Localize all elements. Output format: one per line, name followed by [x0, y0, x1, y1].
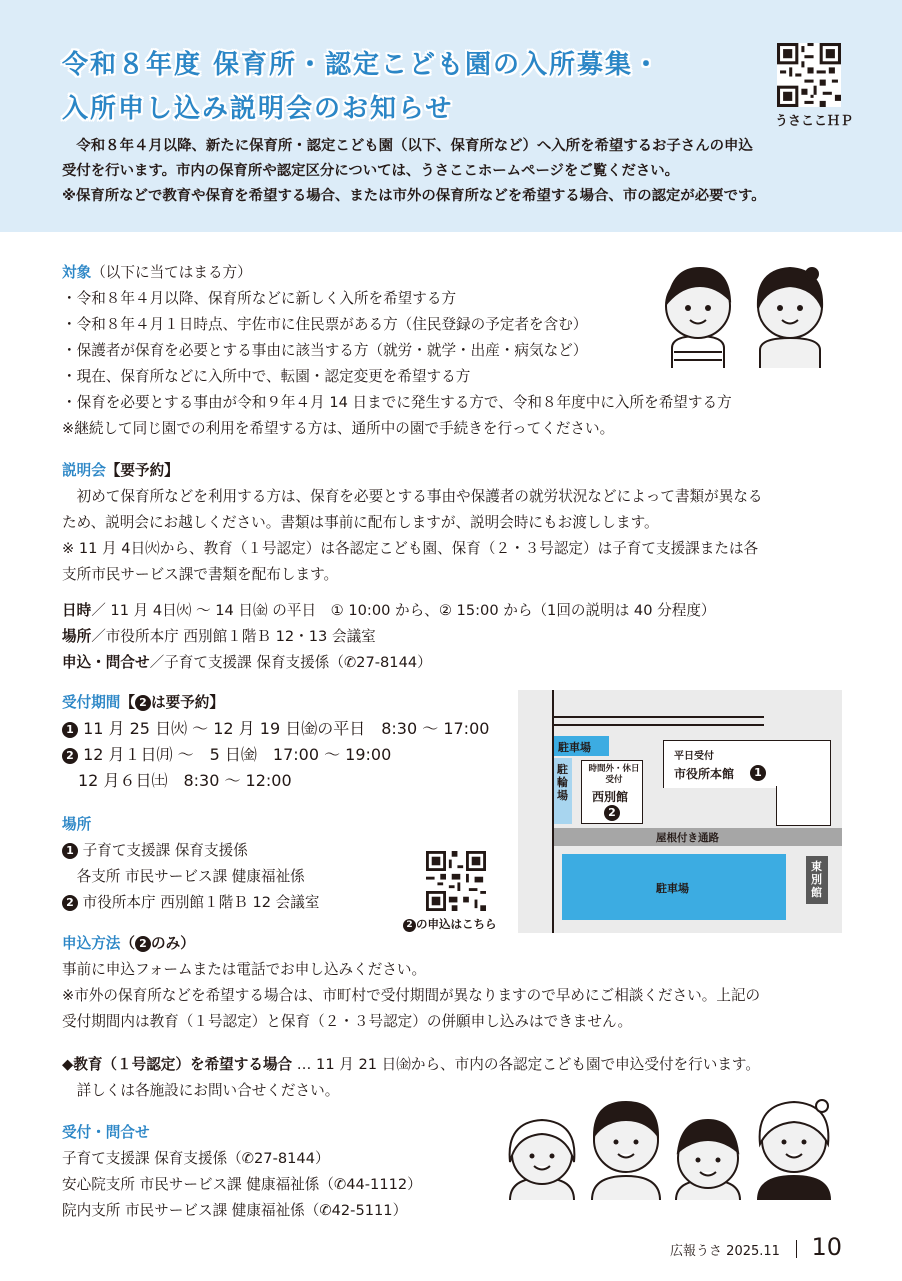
page-title-line2: 入所申し込み説明会のお知らせ: [62, 94, 454, 124]
number-1-icon: 1: [62, 722, 78, 738]
briefing-line: ※ 11 月 4日㈫から、教育（１号認定）は各認定こども園、保育（２・３号認定）は子育て支援課または各: [62, 540, 759, 557]
page-footer: [670, 1233, 842, 1261]
education-label: 教育（１号認定）を希望する場合: [73, 1056, 293, 1073]
education-text-2: 詳しくは各施設にお問い合せください。: [62, 1082, 340, 1099]
contact-phone: 27-8144）: [254, 1150, 330, 1167]
map-road-line: [552, 716, 764, 718]
method-line: 事前に申込フォームまたは電話でお申し込みください。: [62, 961, 427, 978]
method-note-open: （: [120, 935, 135, 952]
page-title-line1: 令和８年度 保育所・認定こども園の入所募集・: [62, 50, 662, 80]
venue-heading: 場所: [62, 816, 92, 833]
date-label: 日時: [62, 602, 92, 619]
contact-name: 安心院支所 市民サービス課 健康福祉係（: [62, 1176, 334, 1193]
method-note-close: のみ）: [151, 935, 195, 952]
method-heading: 申込方法: [62, 935, 121, 952]
venue-item-2: 市役所本庁 西別館１階Ｂ 12 会議室: [78, 894, 320, 911]
map-corridor: [554, 828, 842, 846]
map-parking-top: [554, 736, 609, 756]
number-2-icon: 2: [604, 805, 620, 821]
date-value: ／ 11 月 4日㈫ ～ 14 日㈮ の平日 ① 10:00 から、② 15:00 から（1回の説明は 40 分程度）: [91, 602, 716, 619]
qr-caption-apply: [403, 916, 497, 932]
phone-icon: ✆: [319, 1202, 332, 1219]
contact-value: ／子育て支援課 保育支援係（: [149, 654, 344, 671]
period-note-close: は要予約】: [151, 694, 224, 711]
phone-icon: ✆: [333, 1176, 347, 1193]
map-west-note: 時間外・休日受付: [588, 764, 640, 785]
number-2-icon: 2: [135, 695, 151, 711]
list-item: ・保育を必要とする事由が令和９年４月 14 日までに発生する方で、令和８年度中に入所を希望する方: [62, 394, 732, 411]
intro-text: [62, 134, 852, 209]
contact-phone: 27-8144）: [356, 654, 432, 671]
target-heading-note: （以下に当てはまる方）: [91, 264, 252, 281]
intro-line: 受付を行います。市内の保育所や認定区分については、うさここホームページをご覧ください。: [62, 163, 680, 179]
contacts-section: [62, 1120, 422, 1224]
period-item-2: 12 月１日㈪ ～ 5 日㈮ 17:00 ～ 19:00: [78, 745, 392, 764]
map-bike-label: 駐輪場: [557, 763, 568, 802]
place-label: 場所: [62, 628, 92, 645]
map-main-building: [663, 740, 831, 788]
publication-name: 広報うさ 2025.11: [670, 1244, 780, 1259]
phone-icon: ✆: [241, 1150, 254, 1167]
number-2-icon: 2: [62, 895, 78, 911]
list-item: ・令和８年４月１日時点、宇佐市に住民票がある方（住民登録の予定者を含む）: [62, 316, 588, 333]
contacts-heading: 受付・問合せ: [62, 1124, 150, 1141]
map-main-name: 市役所本館: [674, 767, 735, 781]
education-text: … 11 月 21 日㈮から、市内の各認定こども園で申込受付を行います。: [292, 1056, 760, 1073]
map-east-label: 東別館: [811, 860, 822, 899]
venue-map: [518, 690, 842, 933]
qr-caption-hp: うさここＨＰ: [775, 114, 854, 129]
contact-name: 子育て支援課 保育支援係（: [62, 1150, 242, 1167]
venue-section: [62, 812, 319, 916]
period-heading: 受付期間: [62, 694, 121, 711]
map-road-line: [552, 724, 764, 726]
children-illustration-top: [660, 262, 840, 368]
map-corridor-label: 屋根付き通路: [656, 832, 719, 844]
briefing-line: 初めて保育所などを利用する方は、保育を必要とする事由や保護者の就労状況などによって書類が異なる: [62, 488, 763, 505]
briefing-heading-note: 【要予約】: [105, 462, 179, 479]
period-section: [62, 690, 489, 794]
qr-code-apply[interactable]: [426, 851, 486, 911]
period-note-open: 【: [120, 694, 135, 711]
venue-item-1: 子育て支援課 保育支援係: [78, 842, 248, 859]
briefing-line: ため、説明会にお越しください。書類は事前に配布しますが、説明会時にもお渡しします。: [62, 514, 659, 531]
list-item: ・現在、保育所などに入所中で、転園・認定変更を希望する方: [62, 368, 471, 385]
map-main-building-wing: [776, 786, 831, 826]
number-2-icon: 2: [135, 936, 151, 952]
list-item: ・保護者が保育を必要とする事由に該当する方（就労・就学・出産・病気など）: [62, 342, 588, 359]
map-bike-parking: [554, 758, 572, 824]
target-heading: 対象: [62, 264, 92, 281]
period-item-1: 11 月 25 日㈫ ～ 12 月 19 日㈮の平日 8:30 ～ 17:00: [78, 719, 490, 738]
contact-label: 申込・問合せ: [62, 654, 150, 671]
footer-divider: [796, 1240, 798, 1258]
period-item-2b: 12 月６日㈯ 8:30 ～ 12:00: [62, 771, 292, 790]
children-illustration-bottom: [496, 1096, 842, 1200]
venue-item-1b: 各支所 市民サービス課 健康福祉係: [62, 868, 305, 885]
intro-line: ※保育所などで教育や保育を希望する場合、または市外の保育所などを希望する場合、市の認定が必要です。: [62, 188, 766, 204]
map-west-name: 西別館: [592, 790, 629, 804]
method-line: 受付期間内は教育（１号認定）と保育（２・３号認定）の併願申し込みはできません。: [62, 1013, 633, 1030]
qr-code-hp[interactable]: [777, 43, 841, 107]
briefing-line: 支所市民サービス課で書類を配布します。: [62, 566, 339, 583]
contact-phone: 42-5111）: [331, 1202, 408, 1219]
page-number: 10: [811, 1233, 842, 1261]
contact-phone: 44-1112）: [346, 1176, 422, 1193]
list-item: ※継続して同じ園での利用を希望する方は、通所中の園で手続きを行ってください。: [62, 420, 615, 437]
briefing-heading: 説明会: [62, 462, 106, 479]
number-1-icon: 1: [750, 765, 766, 781]
list-item: ・令和８年４月以降、保育所などに新しく入所を希望する方: [62, 290, 457, 307]
diamond-icon: ◆: [62, 1056, 74, 1073]
method-section: [62, 931, 760, 1035]
method-line: ※市外の保育所などを希望する場合は、市町村で受付期間が異なりますので早めにご相談ください。上記の: [62, 987, 761, 1004]
map-parking-main: [562, 854, 786, 920]
qr-caption-text: の申込はこちら: [416, 917, 497, 931]
briefing-details: [62, 598, 716, 676]
phone-icon: ✆: [343, 654, 357, 671]
number-2-icon: 2: [403, 919, 416, 932]
number-2-icon: 2: [62, 748, 78, 764]
map-east-annex: [806, 856, 828, 904]
number-1-icon: 1: [62, 843, 78, 859]
contact-name: 院内支所 市民サービス課 健康福祉係（: [62, 1202, 320, 1219]
map-parking-main-label: 駐車場: [656, 882, 689, 895]
map-parking-top-label: 駐車場: [558, 741, 591, 754]
intro-line: 令和８年４月以降、新たに保育所・認定こども園（以下、保育所など）へ入所を希望するお子さんの申込: [62, 138, 753, 154]
briefing-section: [62, 458, 763, 588]
map-main-note: 平日受付: [674, 751, 714, 762]
target-section: [62, 260, 732, 442]
map-west-annex: [581, 760, 643, 824]
place-value: ／市役所本庁 西別館１階Ｂ 12・13 会議室: [91, 628, 376, 645]
